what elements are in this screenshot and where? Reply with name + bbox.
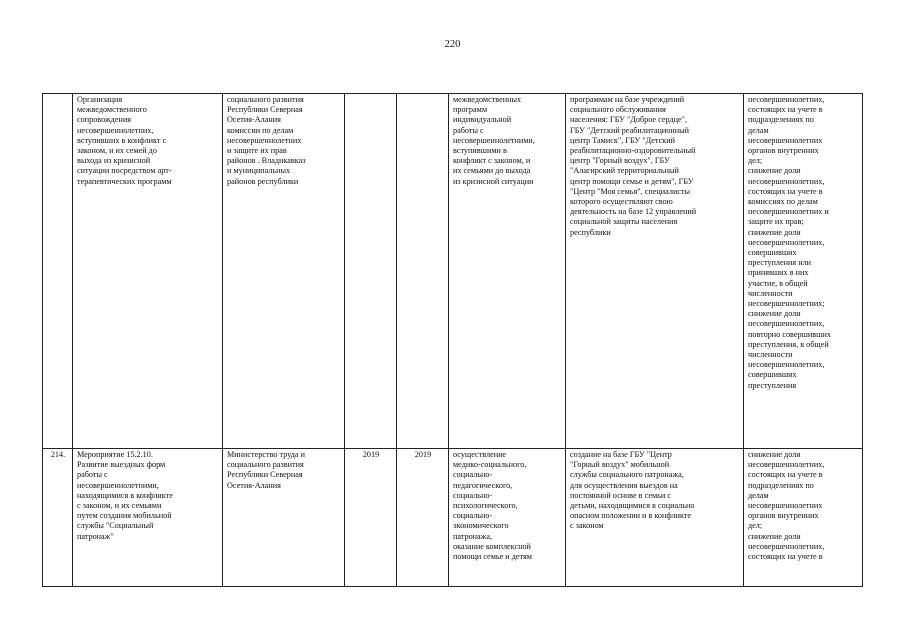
- event-text: Мероприятие 15.2.10. Развитие выездных форм работы с несовершеннолетними, находящимися в конфликте с законом, и их семьями путем создания мобильной службы "Социальный патронаж": [77, 450, 173, 541]
- event-cell: [73, 94, 223, 449]
- result-cell: [566, 449, 744, 587]
- end-year-cell: [397, 94, 449, 449]
- indicators-cell: [744, 94, 863, 449]
- content-text: осуществление медико-социального, социально- педагогического, социально- психологического, социально- экономического патронажа, оказание комплексной помощи семье и детям: [453, 450, 532, 562]
- content-cell: [449, 449, 566, 587]
- table-row: [43, 94, 863, 449]
- content-text: межведомственных программ индивидуальной работы с несовершеннолетними, вступившими в конфликт с законом, и их семьями до выхода из кризисной ситуации: [453, 95, 535, 186]
- page-number: 220: [444, 39, 461, 50]
- row-number: [43, 94, 73, 449]
- indicators-cell: [744, 449, 863, 587]
- result-cell: [566, 94, 744, 449]
- indicators-text: несовершеннолетних, состоящих на учете в подразделениях по делам несовершеннолетних органов внутренних дел; снижение доли несовершеннолетних, состоящих на учете в комиссиях по делам несовершеннолетних и защите их прав; снижение доли несовершеннолетних, совершивших преступления или принявших в них участие, в общей численности несовершеннолетних; снижение доли несовершеннолетних, повторно совершивших преступления, в общей численности несовершеннолетних, совершивших преступления: [748, 95, 831, 390]
- content-cell: [449, 94, 566, 449]
- event-text: Организация межведомственного сопровождения несовершеннолетних, вступивших в конфликт с законом, и их семей до выхода из кризисной ситуации посредством арт- терапевтических программ: [77, 95, 172, 186]
- result-text: программам на базе учреждений социального обслуживания населения: ГБУ "Доброе сердце", ГБУ "Детский реабилитационный центр Тамиск", ГБУ "Детский реабилитационно-оздоровительный центр "Горный воздух", ГБУ "Алагирский территориальный центр помощи семье и детям", ГБУ "Центр "Моя семья", специалисты которого осуществляют свою деятельность на базе 12 управлений социальной защиты населения республики: [570, 95, 697, 237]
- executor-cell: [223, 94, 345, 449]
- table-row: [43, 449, 863, 587]
- row-number: 214.: [43, 449, 73, 587]
- end-year-cell: 2019: [397, 449, 449, 587]
- executor-cell: [223, 449, 345, 587]
- measures-table: [42, 93, 863, 587]
- executor-text: Министерство труда и социального развития Республики Северная Осетия-Алания: [227, 450, 305, 490]
- event-cell: [73, 449, 223, 587]
- indicators-text: снижение доли несовершеннолетних, состоящих на учете в подразделениях по делам несовершеннолетних органов внутренних дел; снижение доли несовершеннолетних, состоящих на учете в: [748, 450, 825, 562]
- start-year-cell: [345, 94, 397, 449]
- result-text: создание на базе ГБУ "Центр "Горный воздух" мобильной службы социального патронажа, для осуществления выездов на постоянной основе в семьи с детьми, находящимися в социально опасном положении и в конфликте с законом: [570, 450, 695, 531]
- executor-text: социального развития Республики Северная Осетия-Алания комиссии по делам несовершеннолетних и защите их прав районов . Владикавказ и муниципальных районов республики: [227, 95, 306, 186]
- start-year-cell: 2019: [345, 449, 397, 587]
